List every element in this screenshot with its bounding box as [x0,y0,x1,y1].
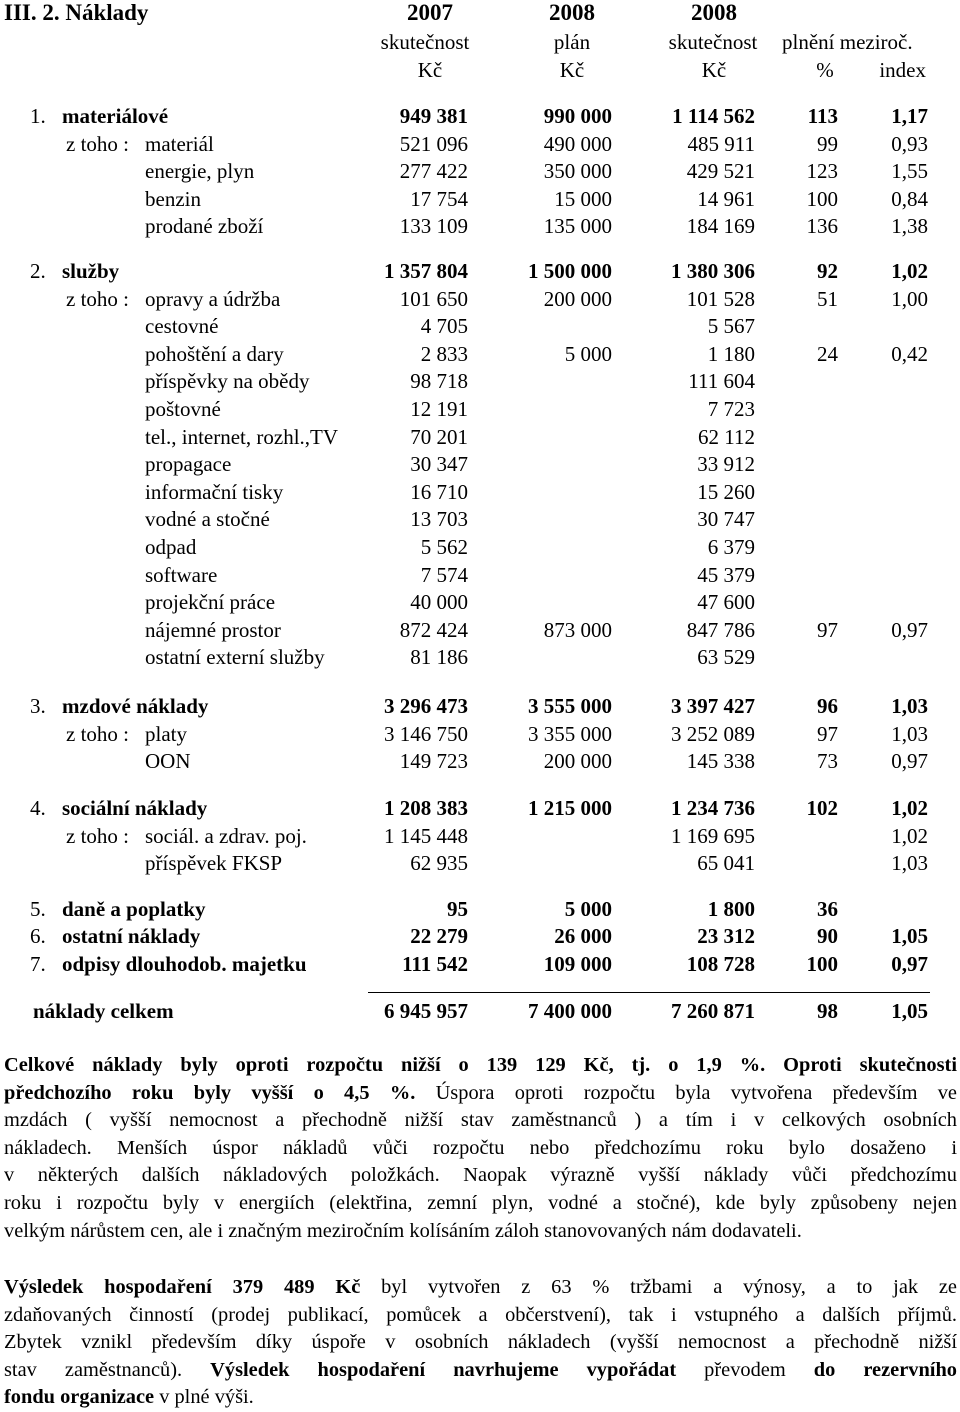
section-total-actual-2008: 3 397 427 [671,694,755,718]
row-prefix: z toho : [66,286,129,311]
paragraph-text: Úspora oproti rozpočtu byla vytvořena především ve [415,1081,957,1104]
section-number: 7. [30,952,46,976]
row-value-percent: 100 [806,186,838,211]
row-value-actual-2008: 45 379 [697,562,755,587]
section-name: ostatní náklady [62,924,201,948]
row-value-index: 0,42 [891,341,928,366]
row-value-actual-2008: 65 041 [697,851,755,876]
row-value-actual-2008: 101 528 [686,286,755,311]
row-label: OON [145,749,191,774]
paragraph-line [4,1274,957,1302]
row-value-index: 0,84 [891,186,928,211]
row-label: informační tisky [145,479,284,504]
row-value-actual-2007: 4 705 [420,314,468,339]
row-value-actual-2008: 847 786 [686,617,755,642]
row-value-actual-2008: 5 567 [707,314,755,339]
row-value-actual-2007: 277 422 [399,159,468,184]
row-label: software [145,562,218,587]
section-name: daně a poplatky [62,897,206,921]
row-label: opravy a údržba [145,286,281,311]
row-value-actual-2008: 62 112 [698,424,755,449]
row-value-actual-2008: 1 180 [707,341,755,366]
total-separator-line [368,992,930,993]
section-total-index: 1,02 [891,796,928,820]
section-total-plan-2008: 1 215 000 [528,796,612,820]
section-total-plan-2008: 1 500 000 [528,259,612,283]
row-value-actual-2008: 145 338 [686,749,755,774]
summary-paragraph [4,1052,957,1245]
row-value-index: 1,02 [891,823,928,848]
section-total-percent: 100 [806,952,838,976]
row-label: vodné a stočné [145,507,270,532]
row-value-actual-2007: 98 718 [410,369,468,394]
row-value-percent: 51 [817,286,838,311]
section-total-actual-2008: 1 380 306 [671,259,755,283]
paragraph-line [4,1384,957,1412]
row-label: prodané zboží [145,214,264,239]
section-total-actual-2008: 108 728 [686,952,755,976]
row-value-index: 1,38 [891,214,928,239]
row-value-actual-2007: 81 186 [410,645,468,670]
row-value-actual-2008: 7 723 [707,397,755,421]
section-name: služby [62,259,120,283]
row-label: energie, plyn [145,159,255,184]
paragraph-line [4,1357,957,1385]
paragraph-text: nákladech. Menších úspor nákladů vůči rozpočtu nebo předchozímu roku bylo dosaženo i [4,1136,957,1159]
section-total-plan-2008: 990 000 [543,104,612,128]
paragraph-text: zdaňovaných činností (prodej publikací, pomůcek a občerstvení), tak i vstupného a dalších příjmů. [4,1303,957,1326]
unit-index: index [879,58,926,82]
row-value-actual-2008: 429 521 [686,159,755,184]
grand-total-index: 1,05 [891,999,928,1023]
row-value-actual-2008: 111 604 [688,369,755,394]
row-value-plan-2008: 873 000 [543,617,612,642]
row-value-index: 0,93 [891,131,928,156]
paragraph-text: v některých dalších nákladových položkách. Naopak výrazně vyšší náklady vůči předchozímu [4,1164,957,1187]
row-value-index: 1,00 [891,286,928,311]
year-2007-header: 2007 [407,0,453,25]
row-label: propagace [145,452,232,477]
row-label: benzin [145,186,201,211]
section-total-actual-2008: 23 312 [697,924,755,948]
row-value-actual-2007: 5 562 [420,535,468,559]
row-value-actual-2008: 63 529 [697,645,755,670]
row-value-actual-2008: 33 912 [697,452,755,477]
paragraph-line [4,1052,957,1080]
row-value-actual-2007: 521 096 [399,131,468,156]
section-total-index: 1,17 [891,104,928,128]
row-value-percent: 97 [817,617,838,642]
row-value-plan-2008: 15 000 [554,186,612,211]
section-total-actual-2007: 95 [447,897,468,921]
grand-total-plan-2008: 7 400 000 [528,999,612,1023]
section-number: 2. [30,259,46,283]
paragraph-line [4,1080,957,1108]
row-value-percent: 123 [806,159,838,184]
paragraph-bold-text: Výsledek hospodaření 379 489 Kč [4,1276,361,1298]
section-total-percent: 96 [817,694,838,718]
section-name: odpisy dlouhodob. majetku [62,952,307,976]
paragraph-bold-text: fondu organizace [4,1386,155,1409]
row-value-actual-2007: 7 574 [420,562,468,587]
row-label: materiál [145,131,214,156]
section-total-plan-2008: 109 000 [543,952,612,976]
row-value-actual-2008: 3 252 089 [671,721,755,746]
section-total-index: 1,05 [891,924,928,948]
row-value-actual-2007: 133 109 [399,214,468,239]
row-label: odpad [145,535,197,559]
section-total-actual-2008: 1 234 736 [671,796,755,820]
subheader-plan: plán [553,30,591,54]
section-total-actual-2008: 1 114 562 [672,104,755,128]
row-value-plan-2008: 490 000 [543,131,612,156]
row-value-plan-2008: 5 000 [564,341,612,366]
grand-total-actual-2008: 7 260 871 [671,999,755,1023]
section-total-percent: 113 [807,104,838,128]
row-value-actual-2008: 1 169 695 [671,823,755,848]
unit-czk-2008: Kč [701,58,727,82]
section-number: 1. [30,104,46,128]
paragraph-bold-text: do rezervního [813,1358,957,1381]
paragraph-bold-text: Celkové náklady byly oproti rozpočtu nižší o 139 129 Kč, tj. o 1,9 %. Oproti skutečnosti [4,1054,957,1076]
paragraph-text: v plné výši. [154,1386,254,1409]
row-value-index: 1,03 [891,851,928,876]
section-total-actual-2008: 1 800 [707,897,755,921]
row-value-percent: 73 [817,749,838,774]
section-number: 6. [30,924,46,948]
section-heading: III. 2. Náklady [4,0,149,25]
result-paragraph [4,1274,957,1412]
row-value-actual-2007: 16 710 [410,479,468,504]
row-prefix: z toho : [66,131,129,156]
row-value-index: 0,97 [891,749,928,774]
row-value-actual-2007: 62 935 [410,851,468,876]
paragraph-bold-text: Výsledek hospodaření navrhujeme vypořádat [210,1358,677,1381]
section-total-actual-2007: 3 296 473 [384,694,468,718]
row-value-actual-2008: 15 260 [697,479,755,504]
section-name: materiálové [62,104,169,128]
row-label: pohoštění a dary [145,341,284,366]
paragraph-text: byl vytvořen z 63 % tržbami a výnosy, a to jak ze [360,1276,957,1298]
paragraph-text: roku i rozpočtu byly v energiích (elektřina, zemní plyn, vodné a stočné), kde byly způsobeny nejen [4,1191,957,1214]
row-value-actual-2007: 101 650 [399,286,468,311]
subheader-actual-2007: skutečnost [380,30,470,54]
paragraph-line [4,1302,957,1330]
row-label: sociál. a zdrav. poj. [145,823,307,848]
section-number: 3. [30,694,46,718]
section-total-actual-2007: 1 208 383 [384,796,468,820]
unit-percent: % [816,58,834,82]
paragraph-text: Zbytek vznikl především díky úspoře v osobních nákladech (vyšší nemocnost a přechodně nižší [4,1331,957,1354]
row-value-actual-2007: 149 723 [399,749,468,774]
subheader-actual-2008: skutečnost [668,30,758,54]
paragraph-text: převodem [676,1358,814,1381]
row-value-actual-2007: 2 833 [420,341,468,366]
section-total-plan-2008: 5 000 [564,897,612,921]
row-label: tel., internet, rozhl.,TV [145,424,339,449]
paragraph-text: stav zaměstnanců). [4,1358,211,1381]
section-total-actual-2007: 111 542 [402,952,468,976]
unit-czk-2007: Kč [417,58,443,82]
row-value-percent: 24 [817,341,838,366]
section-total-index: 0,97 [891,952,928,976]
row-value-actual-2007: 12 191 [410,397,468,421]
section-total-index: 1,03 [891,694,928,718]
row-label: cestovné [145,314,219,339]
grand-total-actual-2007: 6 945 957 [384,999,468,1023]
section-total-plan-2008: 3 555 000 [528,694,612,718]
subheader-fulfilment: plnění meziroč. [782,30,913,54]
section-total-percent: 90 [817,924,838,948]
row-label: nájemné prostor [145,617,281,642]
row-value-actual-2007: 70 201 [410,424,468,449]
row-value-actual-2007: 17 754 [410,186,468,211]
paragraph-line [4,1190,957,1218]
row-label: příspěvky na obědy [145,369,310,394]
section-total-actual-2007: 949 381 [399,104,468,128]
row-value-index: 1,03 [891,721,928,746]
row-value-actual-2008: 6 379 [707,535,755,559]
section-name: mzdové náklady [62,694,209,718]
unit-czk-plan: Kč [559,58,585,82]
section-number: 5. [30,897,46,921]
section-name: sociální náklady [62,796,208,820]
section-total-index: 1,02 [891,259,928,283]
row-value-plan-2008: 350 000 [543,159,612,184]
row-value-plan-2008: 200 000 [543,749,612,774]
row-label: platy [145,721,187,746]
row-label: projekční práce [145,590,276,615]
section-total-actual-2007: 22 279 [410,924,468,948]
row-value-plan-2008: 3 355 000 [528,721,612,746]
row-prefix: z toho : [66,721,129,746]
row-value-percent: 99 [817,131,838,156]
row-value-actual-2007: 13 703 [410,507,468,532]
paragraph-bold-text: předchozího roku byly vyšší o 4,5 %. [4,1081,416,1104]
year-2008-actual-header: 2008 [691,0,737,25]
row-value-actual-2008: 30 747 [697,507,755,532]
row-value-actual-2008: 184 169 [686,214,755,239]
row-prefix: z toho : [66,823,129,848]
row-value-percent: 136 [806,214,838,239]
row-value-index: 1,55 [891,159,928,184]
row-label: ostatní externí služby [145,645,325,670]
paragraph-line [4,1218,957,1246]
grand-total-label: náklady celkem [33,999,174,1023]
paragraph-text: velkým nárůstem cen, ale i značným meziročním kolísáním záloh stanovovaných nám dodavateli. [4,1219,802,1242]
section-total-plan-2008: 26 000 [554,924,612,948]
row-value-actual-2008: 485 911 [687,131,755,156]
row-value-plan-2008: 135 000 [543,214,612,239]
row-value-actual-2007: 3 146 750 [384,721,468,746]
section-total-percent: 36 [817,897,838,921]
row-value-actual-2007: 1 145 448 [384,823,468,848]
grand-total-percent: 98 [817,999,838,1023]
row-value-actual-2008: 14 961 [697,186,755,211]
section-total-actual-2007: 1 357 804 [384,259,468,283]
paragraph-line [4,1329,957,1357]
row-label: příspěvek FKSP [145,851,283,876]
row-value-actual-2007: 30 347 [410,452,468,477]
row-label: poštovné [145,397,221,421]
paragraph-text: mzdách ( vyšší nemocnost a přechodně nižší stav zaměstnanců ) a tím i v celkových osobních [4,1109,957,1132]
paragraph-line [4,1162,957,1190]
paragraph-line [4,1135,957,1163]
row-value-index: 0,97 [891,617,928,642]
year-2008-plan-header: 2008 [549,0,595,25]
paragraph-line [4,1107,957,1135]
row-value-plan-2008: 200 000 [543,286,612,311]
section-total-percent: 102 [806,796,838,820]
row-value-percent: 97 [817,721,838,746]
row-value-actual-2007: 40 000 [410,590,468,615]
row-value-actual-2008: 47 600 [697,590,755,615]
section-number: 4. [30,796,46,820]
row-value-actual-2007: 872 424 [399,617,468,642]
section-total-percent: 92 [817,259,838,283]
